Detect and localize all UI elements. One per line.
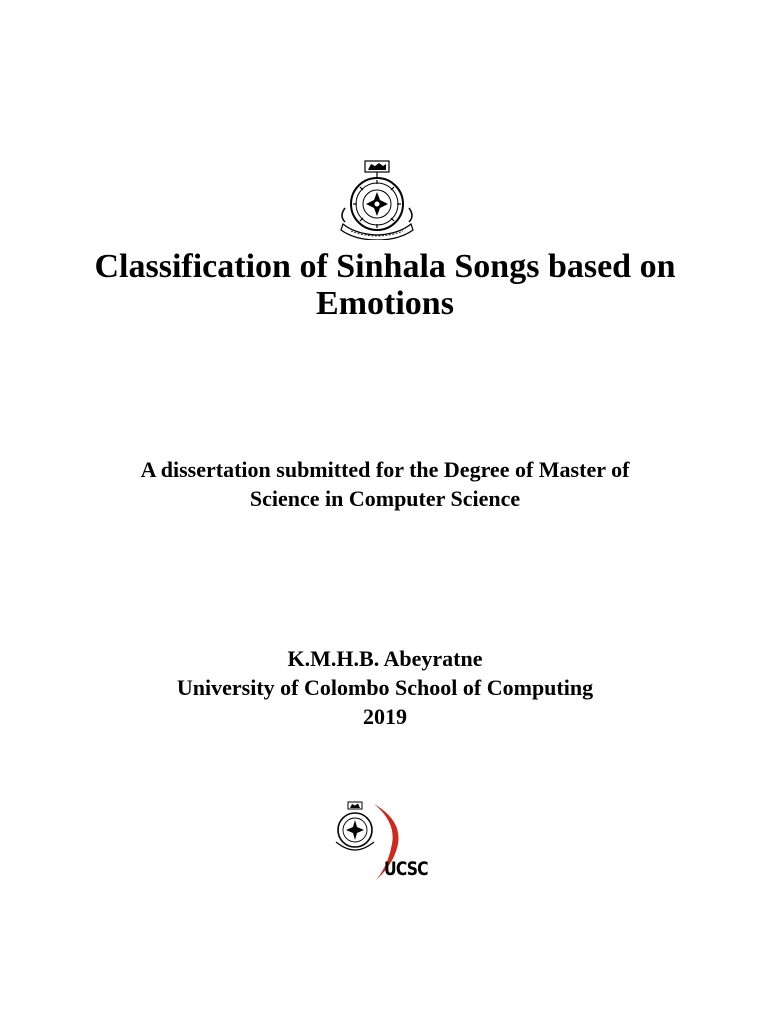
degree-statement [0,455,770,513]
institution-name: University of Colombo School of Computing [176,675,594,700]
submission-year: 2019 [363,704,407,729]
author-name: K.M.H.B. Abeyratne [287,646,483,671]
author-block [0,644,770,731]
title-line-1: Classification of Sinhala Songs based on [94,248,676,285]
title-line-2: Emotions [316,285,454,322]
ucsc-logo-text: UCSC [384,858,428,880]
degree-statement-line-2: Science in Computer Science [249,486,521,511]
dissertation-title [0,248,770,322]
degree-statement-line-1: A dissertation submitted for the Degree of Master of [140,457,630,482]
university-crest-icon [333,158,421,240]
